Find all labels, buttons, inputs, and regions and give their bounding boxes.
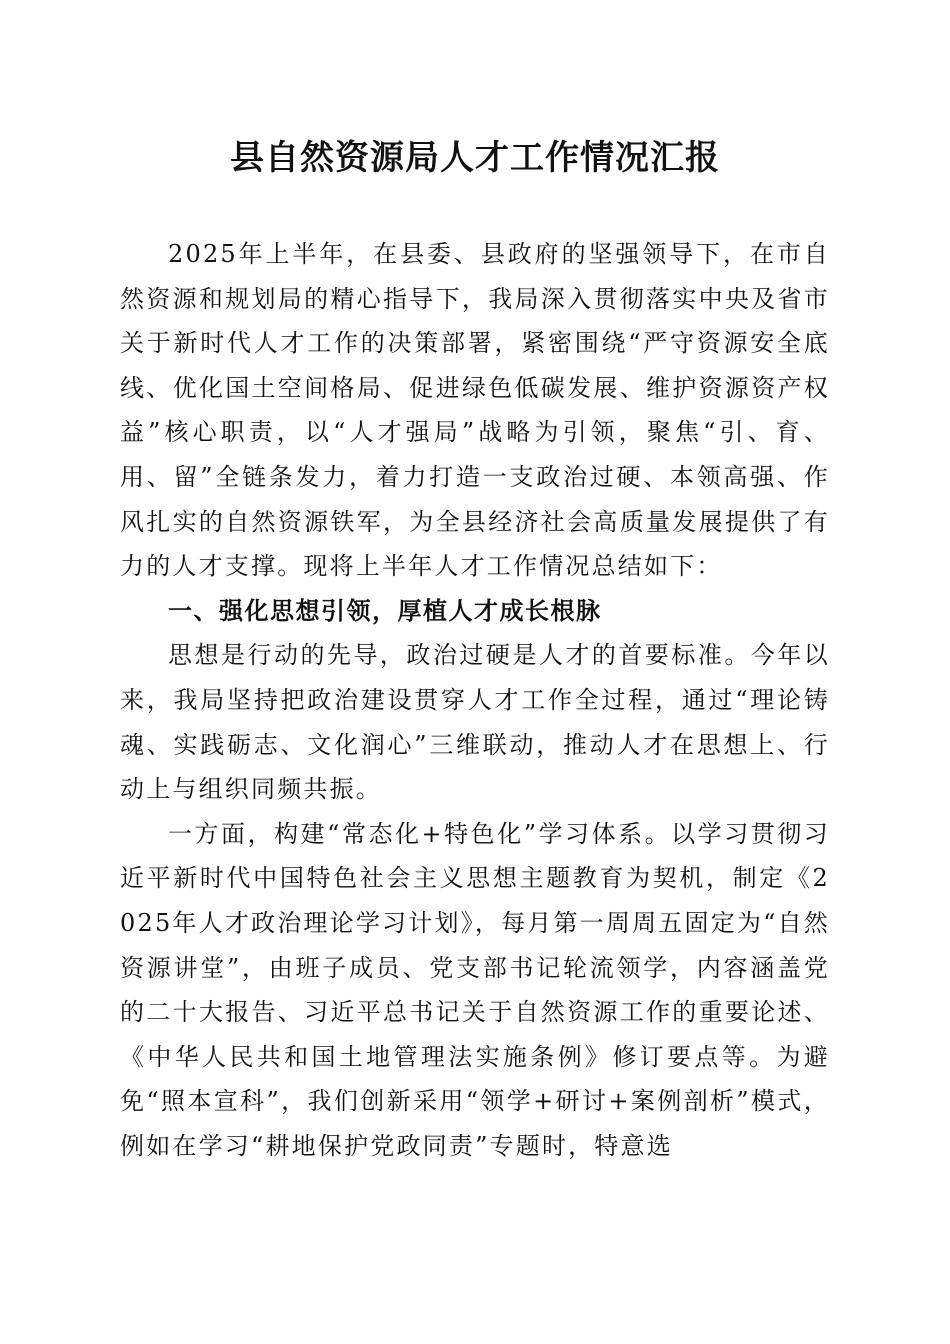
document-title: 县自然资源局人才工作情况汇报 bbox=[230, 138, 720, 178]
section-1-heading: 一、强化思想引领，厚植人才成长根脉 bbox=[168, 596, 602, 625]
intro-paragraph: 2025年上半年，在县委、县政府的坚强领导下，在市自然资源和规划局的精心指导下，我局深入贯彻落实中央及省市关于新时代人才工作的决策部署，紧密围绕“严守资源安全底线、优化国土空间格局、促进绿色低碳发展、维护资源资产权益”核心职责，以“人才强局”战略为引领，聚焦“引、育、用、留”全链条发力，着力打造一支政治过硬、本领高强、作风扎实的自然资源铁军，为全县经济社会高质量发展提供了有力的人才支撑。现将上半年人才工作情况总结如下： bbox=[120, 240, 830, 581]
section-1-paragraph-2: 一方面，构建“常态化+特色化”学习体系。以学习贯彻习近平新时代中国特色社会主义思想主题教育为契机，制定《2025年人才政治理论学习计划》，每月第一周周五固定为“自然资源讲堂”，由班子成员、党支部书记轮流领学，内容涵盖党的二十大报告、习近平总书记关于自然资源工作的重要论述、《中华人民共和国土地管理法实施条例》修订要点等。为避免“照本宣科”，我们创新采用“领学+研讨+案例剖析”模式，例如在学习“耕地保护党政同责”专题时，特意选 bbox=[120, 819, 830, 1160]
section-1-paragraph-1: 思想是行动的先导，政治过硬是人才的首要标准。今年以来，我局坚持把政治建设贯穿人才工作全过程，通过“理论铸魂、实践砺志、文化润心”三维联动，推动人才在思想上、行动上与组织同频共振。 bbox=[120, 641, 830, 804]
document-body bbox=[120, 232, 830, 1168]
